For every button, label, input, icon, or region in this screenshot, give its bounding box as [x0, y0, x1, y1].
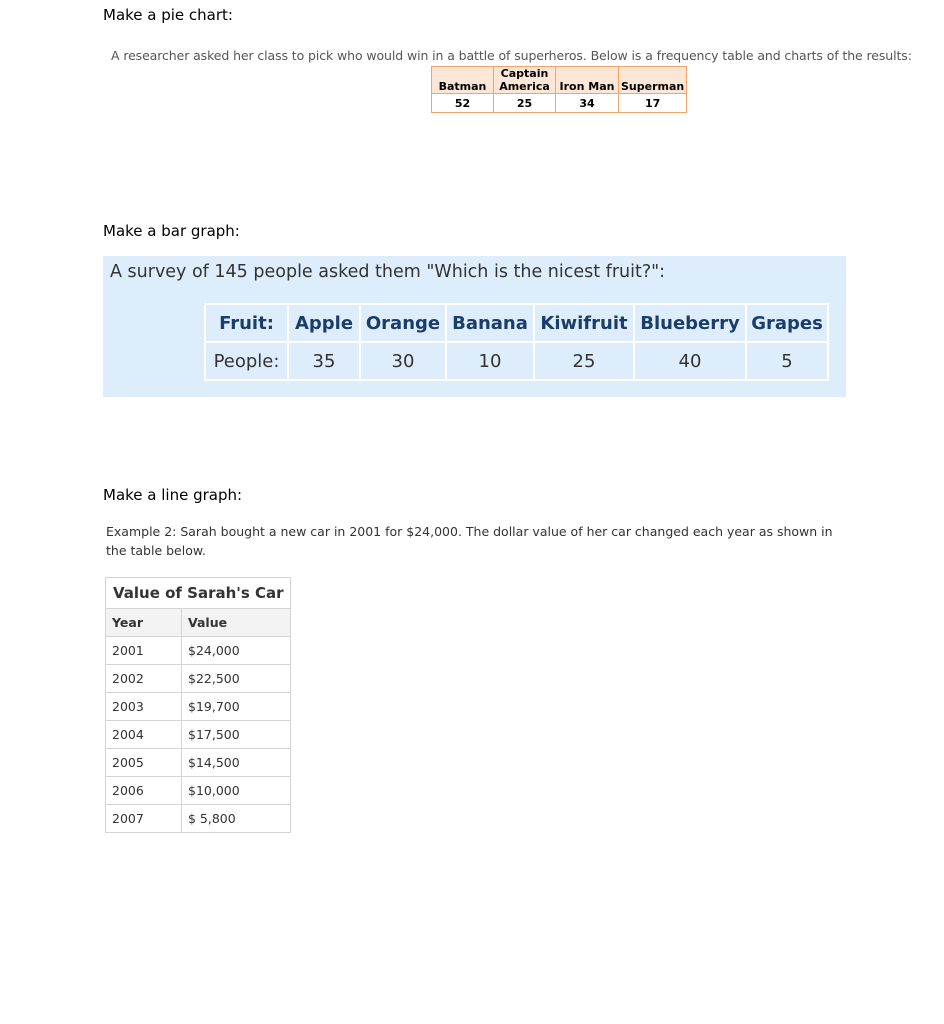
value-batman: 52	[432, 94, 494, 113]
year-cell: 2004	[106, 721, 182, 749]
table-title: Value of Sarah's Car	[106, 578, 291, 609]
value-cell: $19,700	[182, 693, 291, 721]
table-caption-row	[106, 578, 291, 609]
pie-intro-text: A researcher asked her class to pick who would win in a battle of superheros. Below is a frequency table and charts of the results:	[111, 48, 912, 63]
people-banana: 10	[446, 342, 534, 380]
year-cell: 2003	[106, 693, 182, 721]
fruit-grapes: Grapes	[746, 304, 828, 342]
value-cell: $10,000	[182, 777, 291, 805]
year-cell: 2002	[106, 665, 182, 693]
table-row	[106, 693, 291, 721]
line-intro-text: Example 2: Sarah bought a new car in 2001 for $24,000. The dollar value of her car changed each year as shown in the table below.	[106, 524, 833, 558]
value-cell: $22,500	[182, 665, 291, 693]
value-cell: $ 5,800	[182, 805, 291, 833]
people-kiwifruit: 25	[534, 342, 634, 380]
fruit-blueberry: Blueberry	[634, 304, 746, 342]
table-row	[432, 67, 687, 94]
people-blueberry: 40	[634, 342, 746, 380]
value-cell: $14,500	[182, 749, 291, 777]
column-header-year: Year	[106, 609, 182, 637]
line-heading: Make a line graph:	[103, 486, 243, 504]
table-row	[106, 721, 291, 749]
table-row	[106, 777, 291, 805]
superhero-frequency-table	[431, 66, 687, 113]
value-cell: $24,000	[182, 637, 291, 665]
header-batman: Batman	[432, 67, 494, 94]
table-row	[106, 749, 291, 777]
value-iron-man: 34	[556, 94, 619, 113]
value-superman: 17	[619, 94, 687, 113]
header-iron-man: Iron Man	[556, 67, 619, 94]
people-orange: 30	[360, 342, 446, 380]
table-row	[106, 805, 291, 833]
bar-heading: Make a bar graph:	[103, 222, 240, 240]
fruit-survey-table	[204, 303, 829, 381]
people-apple: 35	[288, 342, 360, 380]
table-header-row	[106, 609, 291, 637]
fruit-banana: Banana	[446, 304, 534, 342]
value-captain-america: 25	[494, 94, 556, 113]
year-cell: 2007	[106, 805, 182, 833]
row-label-fruit: Fruit:	[205, 304, 288, 342]
fruit-intro-text: A survey of 145 people asked them "Which is the nicest fruit?":	[110, 262, 666, 282]
table-row	[106, 637, 291, 665]
fruit-apple: Apple	[288, 304, 360, 342]
header-superman: Superman	[619, 67, 687, 94]
header-captain-america: Captain America	[494, 67, 556, 94]
table-row	[205, 342, 828, 380]
car-value-table	[105, 577, 291, 833]
table-row	[205, 304, 828, 342]
year-cell: 2006	[106, 777, 182, 805]
fruit-orange: Orange	[360, 304, 446, 342]
table-row	[432, 94, 687, 113]
pie-heading: Make a pie chart:	[103, 6, 233, 24]
year-cell: 2001	[106, 637, 182, 665]
fruit-survey-panel	[103, 256, 846, 397]
fruit-kiwifruit: Kiwifruit	[534, 304, 634, 342]
column-header-value: Value	[182, 609, 291, 637]
value-cell: $17,500	[182, 721, 291, 749]
row-label-people: People:	[205, 342, 288, 380]
year-cell: 2005	[106, 749, 182, 777]
table-row	[106, 665, 291, 693]
people-grapes: 5	[746, 342, 828, 380]
